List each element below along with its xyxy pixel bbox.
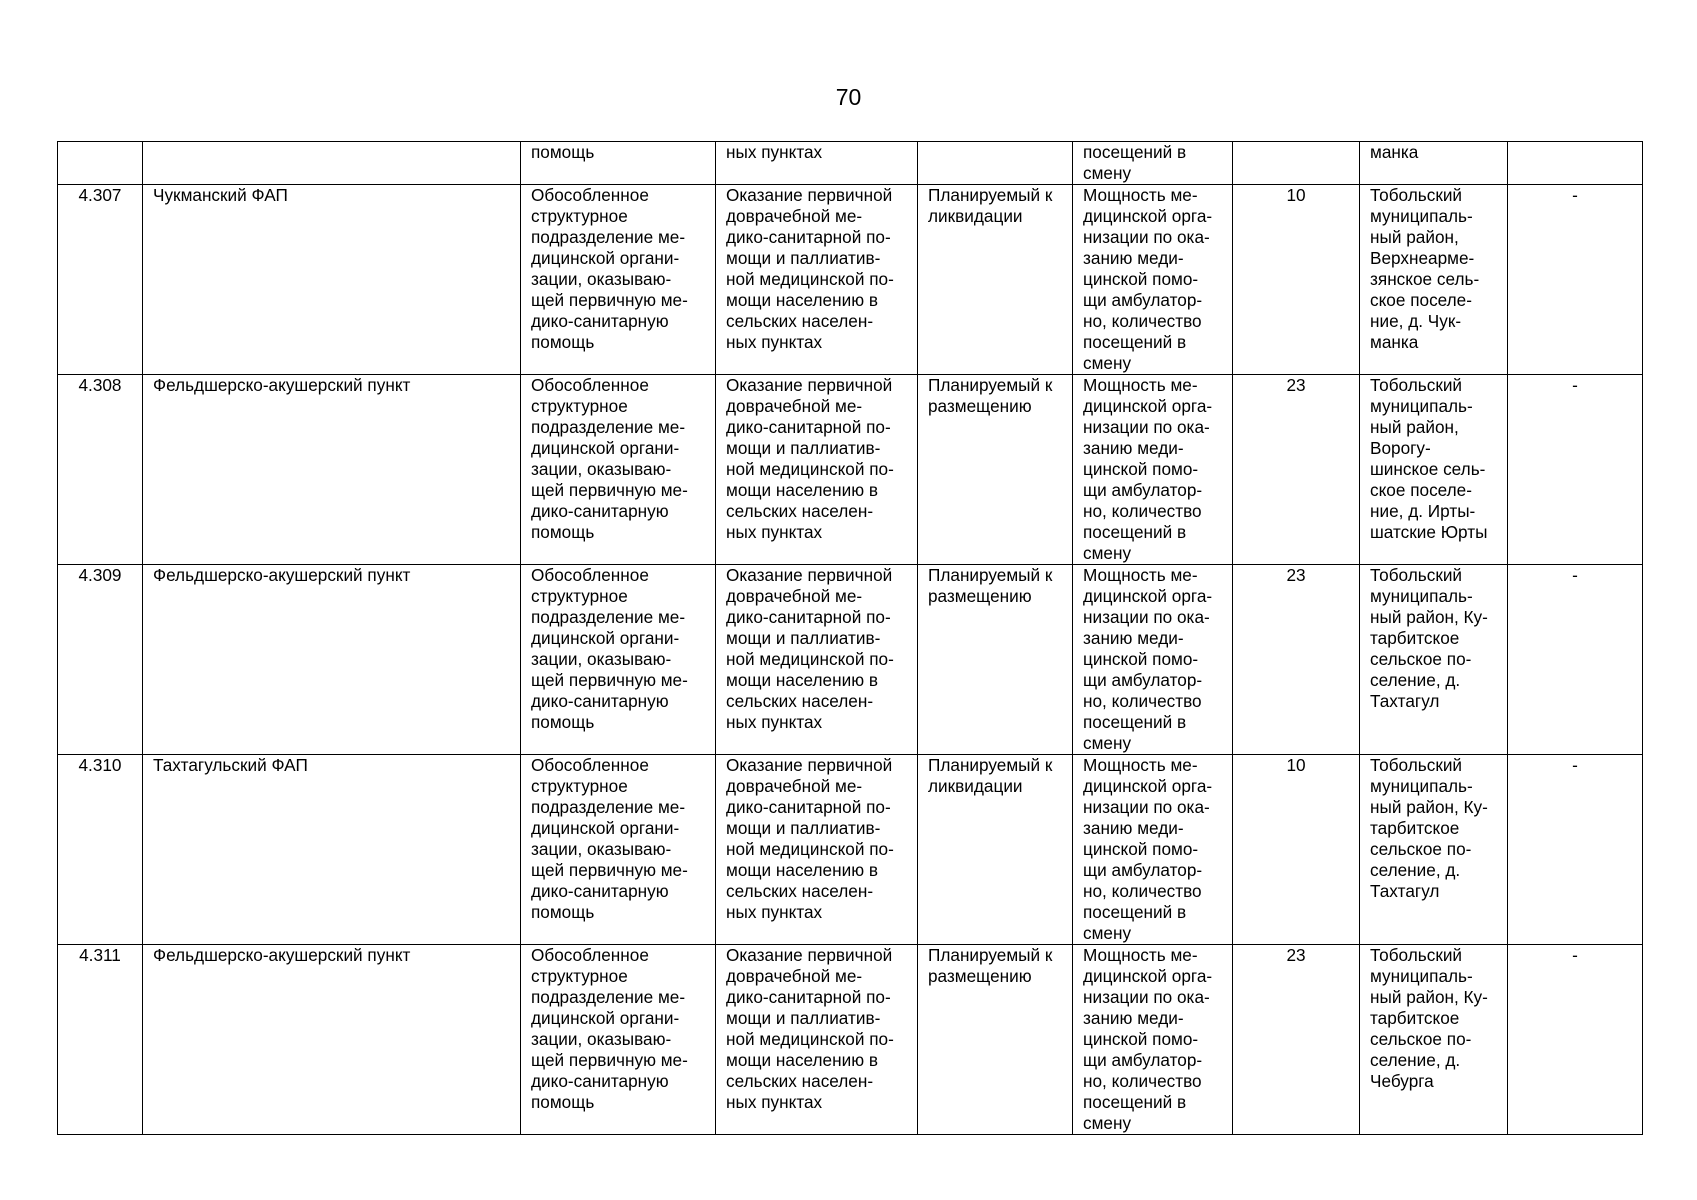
cell-indicator: Мощность ме- дицинской орга- низации по ока- занию меди- цинской помо- щи амбулатор- но, количество посещений в смену [1073, 185, 1233, 375]
cell-purpose: ных пунктах [716, 142, 918, 185]
table-row [58, 565, 1643, 755]
cell-status [918, 142, 1073, 185]
cell-number: 4.310 [58, 755, 143, 945]
cell-location: Тобольский муниципаль- ный район, Ку- тарбитское сельское по- селение, д. Тахтагул [1360, 755, 1508, 945]
cell-note: - [1508, 375, 1643, 565]
cell-status: Планируемый к размещению [918, 375, 1073, 565]
cell-indicator: Мощность ме- дицинской орга- низации по ока- занию меди- цинской помо- щи амбулатор- но, количество посещений в смену [1073, 945, 1233, 1135]
cell-location: Тобольский муниципаль- ный район, Верхнеарме- зянское сель- ское поселе- ние, д. Чук- манка [1360, 185, 1508, 375]
cell-purpose: Оказание первичной доврачебной ме- дико-санитарной по- мощи и паллиатив- ной медицинской по- мощи населению в сельских населен- ных пунктах [716, 565, 918, 755]
cell-type: Обособленное структурное подразделение ме- дицинской органи- зации, оказываю- щей первичную ме- дико-санитарную помощь [521, 755, 716, 945]
cell-name: Фельдшерско-акушерский пункт [143, 945, 521, 1135]
cell-indicator: Мощность ме- дицинской орга- низации по ока- занию меди- цинской помо- щи амбулатор- но, количество посещений в смену [1073, 565, 1233, 755]
cell-number: 4.311 [58, 945, 143, 1135]
cell-indicator: Мощность ме- дицинской орга- низации по ока- занию меди- цинской помо- щи амбулатор- но, количество посещений в смену [1073, 375, 1233, 565]
cell-capacity [1233, 142, 1360, 185]
cell-indicator: Мощность ме- дицинской орга- низации по ока- занию меди- цинской помо- щи амбулатор- но, количество посещений в смену [1073, 755, 1233, 945]
cell-capacity: 10 [1233, 185, 1360, 375]
cell-name: Фельдшерско-акушерский пункт [143, 375, 521, 565]
cell-note: - [1508, 755, 1643, 945]
cell-purpose: Оказание первичной доврачебной ме- дико-санитарной по- мощи и паллиатив- ной медицинской по- мощи населению в сельских населен- ных пунктах [716, 945, 918, 1135]
cell-type: Обособленное структурное подразделение ме- дицинской органи- зации, оказываю- щей первичную ме- дико-санитарную помощь [521, 375, 716, 565]
cell-number: 4.307 [58, 185, 143, 375]
cell-name: Фельдшерско-акушерский пункт [143, 565, 521, 755]
page-number: 70 [835, 84, 862, 110]
cell-indicator: посещений в смену [1073, 142, 1233, 185]
cell-capacity: 23 [1233, 565, 1360, 755]
cell-note: - [1508, 185, 1643, 375]
table-row [58, 945, 1643, 1135]
cell-capacity: 10 [1233, 755, 1360, 945]
cell-location: Тобольский муниципаль- ный район, Ворогу- шинское сель- ское поселе- ние, д. Ирты- шатские Юрты [1360, 375, 1508, 565]
cell-purpose: Оказание первичной доврачебной ме- дико-санитарной по- мощи и паллиатив- ной медицинской по- мощи населению в сельских населен- ных пунктах [716, 185, 918, 375]
cell-number [58, 142, 143, 185]
table-row [58, 375, 1643, 565]
cell-name: Тахтагульский ФАП [143, 755, 521, 945]
cell-type: помощь [521, 142, 716, 185]
cell-number: 4.309 [58, 565, 143, 755]
cell-location: Тобольский муниципаль- ный район, Ку- тарбитское сельское по- селение, д. Чебурга [1360, 945, 1508, 1135]
cell-name: Чукманский ФАП [143, 185, 521, 375]
cell-note [1508, 142, 1643, 185]
cell-purpose: Оказание первичной доврачебной ме- дико-санитарной по- мощи и паллиатив- ной медицинской по- мощи населению в сельских населен- ных пунктах [716, 755, 918, 945]
cell-note: - [1508, 565, 1643, 755]
cell-status: Планируемый к ликвидации [918, 185, 1073, 375]
cell-capacity: 23 [1233, 375, 1360, 565]
table-row [58, 185, 1643, 375]
cell-note: - [1508, 945, 1643, 1135]
cell-capacity: 23 [1233, 945, 1360, 1135]
table-row [58, 142, 1643, 185]
cell-status: Планируемый к ликвидации [918, 755, 1073, 945]
cell-location: манка [1360, 142, 1508, 185]
cell-status: Планируемый к размещению [918, 945, 1073, 1135]
cell-type: Обособленное структурное подразделение ме- дицинской органи- зации, оказываю- щей первичную ме- дико-санитарную помощь [521, 945, 716, 1135]
cell-type: Обособленное структурное подразделение ме- дицинской органи- зации, оказываю- щей первичную ме- дико-санитарную помощь [521, 565, 716, 755]
facilities-table [57, 141, 1643, 1135]
cell-name [143, 142, 521, 185]
cell-number: 4.308 [58, 375, 143, 565]
cell-purpose: Оказание первичной доврачебной ме- дико-санитарной по- мощи и паллиатив- ной медицинской по- мощи населению в сельских населен- ных пунктах [716, 375, 918, 565]
cell-status: Планируемый к размещению [918, 565, 1073, 755]
cell-location: Тобольский муниципаль- ный район, Ку- тарбитское сельское по- селение, д. Тахтагул [1360, 565, 1508, 755]
table-row [58, 755, 1643, 945]
cell-type: Обособленное структурное подразделение ме- дицинской органи- зации, оказываю- щей первичную ме- дико-санитарную помощь [521, 185, 716, 375]
